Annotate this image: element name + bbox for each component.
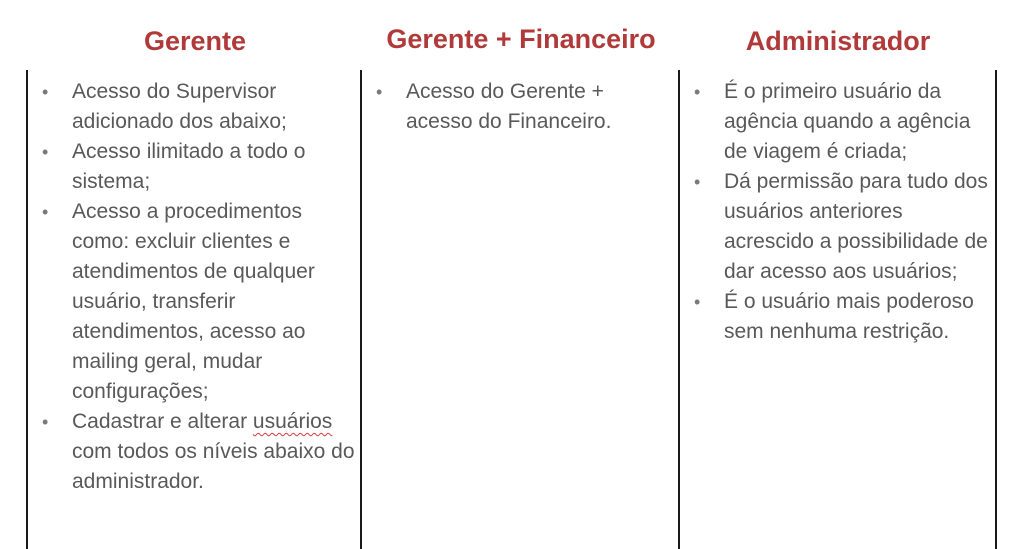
list-item-text: Dá permissão para tudo dos usuários anteriores acrescido a possibilidade de dar acesso aos usuários;	[724, 170, 988, 283]
list-item-text: Acesso do Supervisor adicionado dos abaixo;	[72, 80, 287, 133]
list-item-text: Acesso ilimitado a todo o sistema;	[72, 140, 306, 193]
bullet-icon: •	[42, 142, 49, 162]
column-gerente	[38, 77, 358, 497]
column-divider	[360, 70, 362, 549]
bullet-icon: •	[694, 172, 701, 192]
list-item	[38, 407, 358, 497]
column-gerente-financeiro	[372, 77, 672, 137]
list-item	[38, 197, 358, 407]
list-item	[372, 77, 672, 137]
bullet-list	[38, 77, 358, 497]
bullet-icon: •	[42, 412, 49, 432]
column-divider	[26, 70, 28, 549]
list-item-text-part: Cadastrar e alterar	[72, 410, 253, 433]
list-item-text: Acesso do Gerente + acesso do Financeiro.	[406, 80, 612, 133]
bullet-list	[372, 77, 672, 137]
bullet-icon: •	[694, 292, 701, 312]
list-item	[38, 137, 358, 197]
list-item	[38, 77, 358, 137]
list-item-text-part: com todos os níveis abaixo do administrador.	[72, 440, 355, 493]
bullet-icon: •	[376, 82, 383, 102]
list-item-text: É o primeiro usuário da agência quando a agência de viagem é criada;	[724, 80, 971, 163]
column-divider	[678, 70, 680, 549]
bullet-icon: •	[42, 202, 49, 222]
bullet-list	[690, 77, 990, 347]
column-title-gerente: Gerente	[143, 26, 247, 56]
list-item	[690, 167, 990, 287]
list-item-text: É o usuário mais poderoso sem nenhuma restrição.	[724, 290, 974, 343]
list-item-text: Acesso a procedimentos como: excluir clientes e atendimentos de qualquer usuário, transferir atendimentos, acesso ao mailing geral, mudar configurações;	[72, 200, 315, 403]
bullet-icon: •	[42, 82, 49, 102]
column-title-gerente-financeiro: Gerente + Financeiro	[386, 24, 656, 54]
column-title-administrador: Administrador	[745, 26, 931, 56]
column-divider	[995, 70, 997, 549]
list-item	[690, 287, 990, 347]
list-item	[690, 77, 990, 167]
bullet-icon: •	[694, 82, 701, 102]
column-administrador	[690, 77, 990, 347]
spellcheck-underlined-word: usuários	[252, 410, 333, 433]
